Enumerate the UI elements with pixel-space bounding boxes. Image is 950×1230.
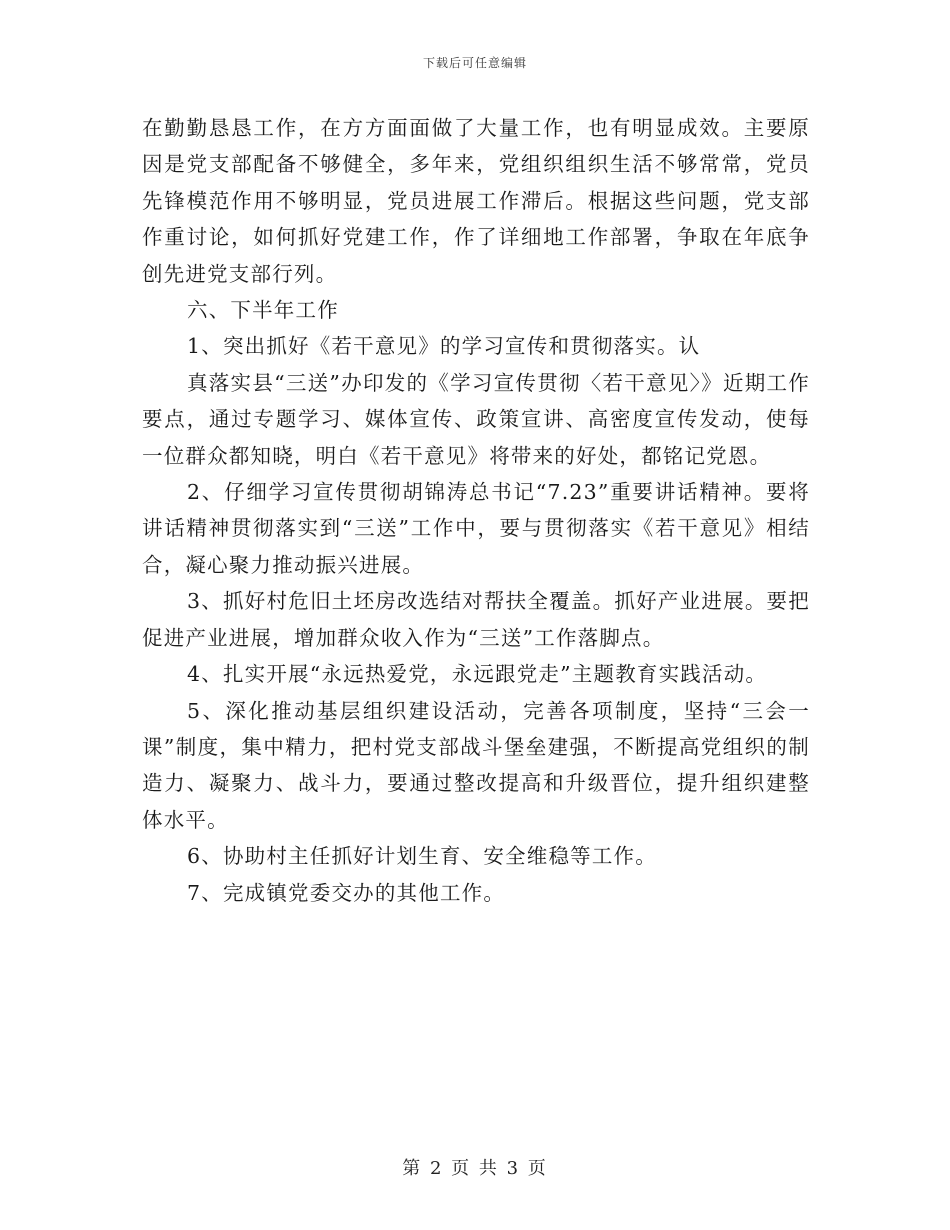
page-header-note: 下载后可任意编辑	[422, 56, 527, 70]
list-item-7: 7、完成镇党委交办的其他工作。	[187, 880, 506, 905]
document-body	[142, 110, 810, 911]
list-item-2: 2、仔细学习宣传贯彻胡锦涛总书记“7.23”重要讲话精神。要将讲话精神贯彻落实到“三送”工作中，要与贯彻落实《若干意见》相结合，凝心聚力推动振兴进展。	[142, 480, 810, 577]
section-heading: 六、下半年工作	[187, 298, 339, 323]
page-number: 第 2 页 共 3 页	[402, 1158, 548, 1179]
list-item-5: 5、深化推动基层组织建设活动，完善各项制度，坚持“三会一课”制度，集中精力，把村党支部战斗堡垒建强，不断提高党组织的制造力、凝聚力、战斗力，要通过整改提高和升级晋位，提升组织建整体水平。	[142, 698, 810, 832]
list-item-4: 4、扎实开展“永远热爱党，永远跟党走”主题教育实践活动。	[187, 662, 768, 687]
list-item-1-continued: 真落实县“三送”办印发的《学习宣传贯彻〈若干意见〉》近期工作要点，通过专题学习、媒体宣传、政策宣讲、高密度宣传发动，使每一位群众都知晓，明白《若干意见》将带来的好处，都铭记党恩。	[142, 370, 810, 468]
list-item-6: 6、协助村主任抓好计划生育、安全维稳等工作。	[187, 844, 657, 869]
list-item-1: 1、突出抓好《若干意见》的学习宣传和贯彻落实。认	[187, 334, 701, 359]
paragraph-continued: 在勤勤恳恳工作，在方方面面做了大量工作，也有明显成效。主要原因是党支部配备不够健全，多年来，党组织组织生活不够常常，党员先锋模范作用不够明显，党员进展工作滞后。根据这些问题，党支部作重讨论，如何抓好党建工作，作了详细地工作部署，争取在年底争创先进党支部行列。	[142, 116, 810, 286]
list-item-3: 3、抓好村危旧土坯房改选结对帮扶全覆盖。抓好产业进展。要把促进产业进展，增加群众收入作为“三送”工作落脚点。	[142, 589, 810, 650]
